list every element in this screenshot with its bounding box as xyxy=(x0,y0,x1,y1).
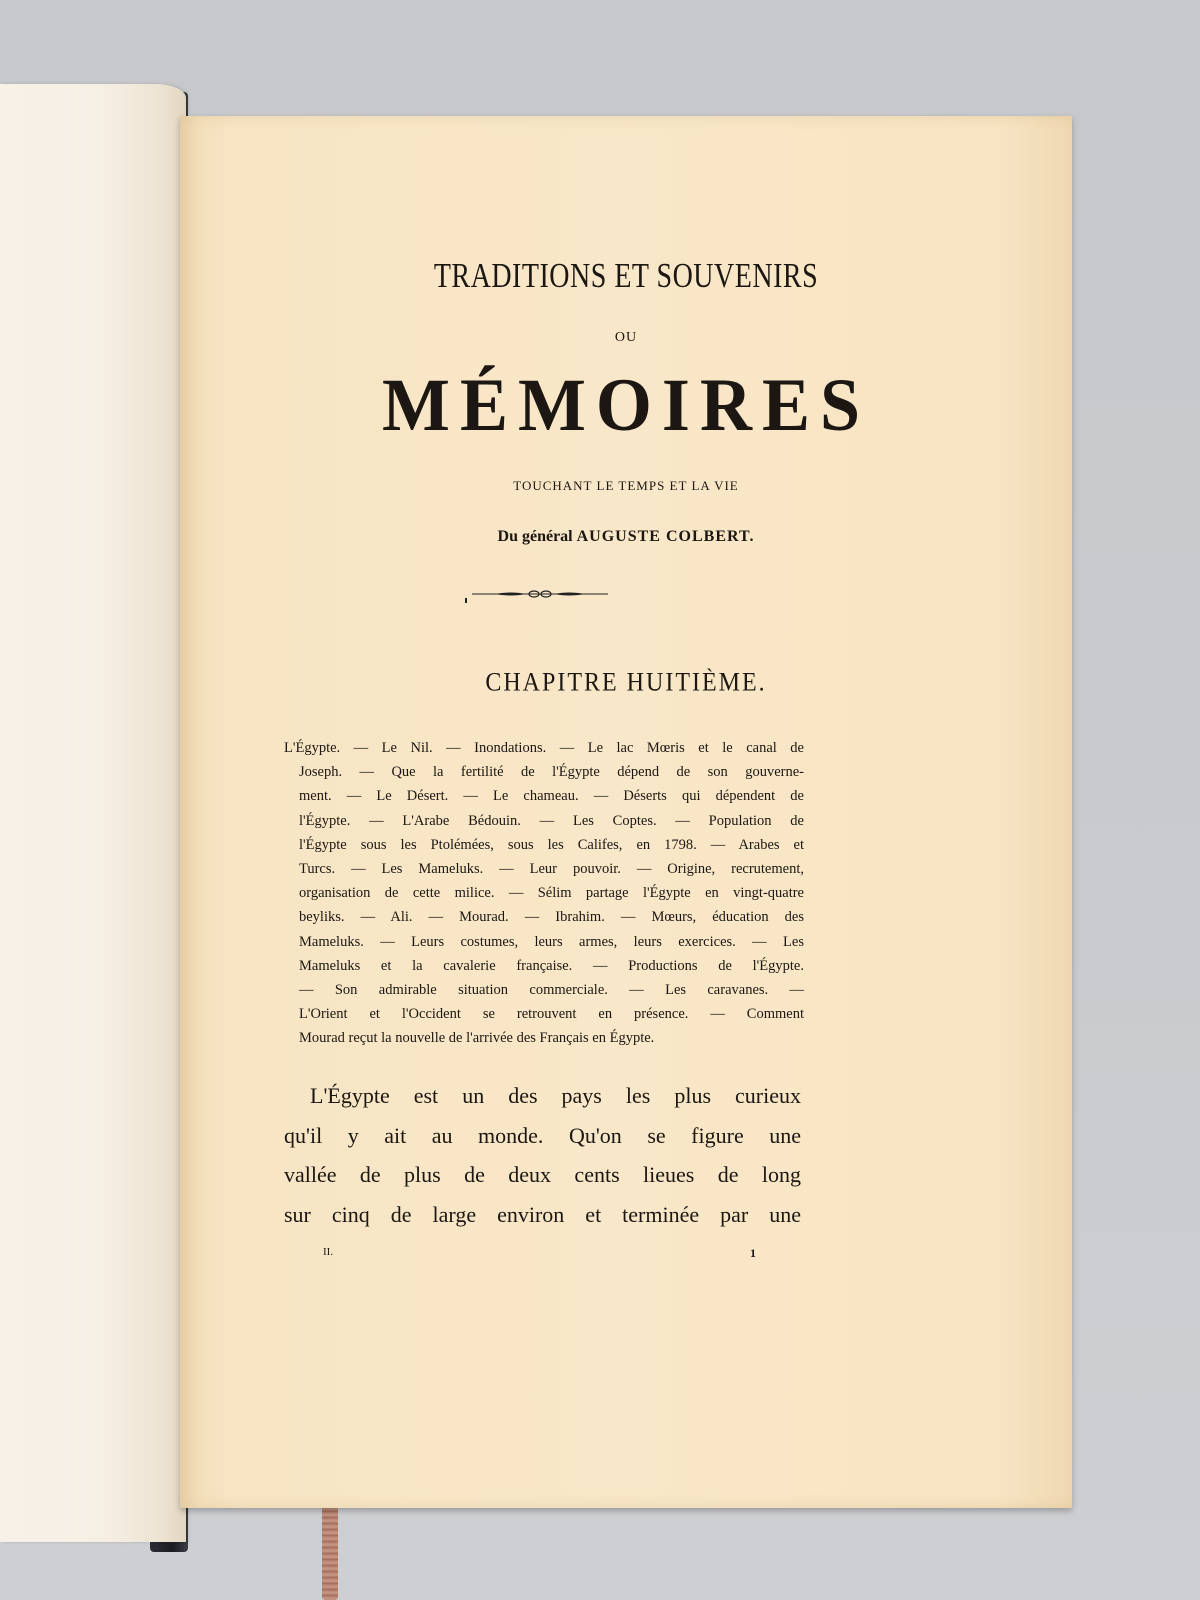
signature-mark: II. xyxy=(323,1246,334,1258)
page-content xyxy=(180,116,1072,1508)
subtitle: TOUCHANT LE TEMPS ET LA VIE xyxy=(513,478,739,493)
body-line: vallée de plus de deux cents lieues de long xyxy=(284,1162,801,1188)
main-title: MÉMOIRES xyxy=(381,362,871,447)
page-number: 1 xyxy=(750,1246,756,1260)
summary-line: l'Égypte sous les Ptolémées, sous les Califes, en 1798. — Arabes et xyxy=(299,836,804,853)
summary-line: — Son admirable situation commerciale. — Les caravanes. — xyxy=(299,981,804,998)
summary-line: Turcs. — Les Mameluks. — Leur pouvoir. — Origine, recrutement, xyxy=(299,860,804,877)
summary-line: l'Égypte. — L'Arabe Bédouin. — Les Coptes. — Population de xyxy=(299,812,804,829)
summary-line: Joseph. — Que la fertilité de l'Égypte dépend de son gouverne- xyxy=(299,764,804,781)
summary-line: Mourad reçut la nouvelle de l'arrivée des Français en Égypte. xyxy=(299,1030,655,1047)
printer-mark xyxy=(465,598,467,603)
bookmark-ribbon xyxy=(322,1500,338,1600)
chapter-heading: CHAPITRE HUITIÈME. xyxy=(485,668,767,698)
author-line xyxy=(180,528,1072,546)
right-page xyxy=(180,116,1072,1508)
body-line: qu'il y ait au monde. Qu'on se figure une xyxy=(284,1122,801,1148)
body-line: L'Égypte est un des pays les plus curieux xyxy=(310,1083,801,1108)
body-text xyxy=(284,1076,801,1234)
summary-line: ment. — Le Désert. — Le chameau. — Déserts qui dépendent de xyxy=(299,788,804,805)
summary-line: beyliks. — Ali. — Mourad. — Ibrahim. — Mœurs, éducation des xyxy=(299,909,804,926)
summary-line: Mameluks et la cavalerie française. — Productions de l'Égypte. xyxy=(299,957,804,974)
summary-line: L'Orient et l'Occident se retrouvent en présence. — Comment xyxy=(299,1006,804,1023)
title-conjunction: OU xyxy=(614,330,638,345)
author-prefix: Du général xyxy=(497,528,573,545)
body-line: sur cinq de large environ et terminée par une xyxy=(284,1201,801,1227)
left-page xyxy=(0,84,186,1542)
chapter-summary xyxy=(284,736,804,1050)
author-name: AUGUSTE COLBERT. xyxy=(576,528,755,545)
summary-line: organisation de cette milice. — Sélim partage l'Égypte en vingt-quatre xyxy=(299,885,804,902)
ornament-rule xyxy=(472,588,608,600)
work-title: TRADITIONS ET SOUVENIRS xyxy=(433,257,819,296)
summary-line: L'Égypte. — Le Nil. — Inondations. — Le lac Mœris et le canal de xyxy=(284,740,804,756)
summary-line: Mameluks. — Leurs costumes, leurs armes, leurs exercices. — Les xyxy=(299,933,804,950)
